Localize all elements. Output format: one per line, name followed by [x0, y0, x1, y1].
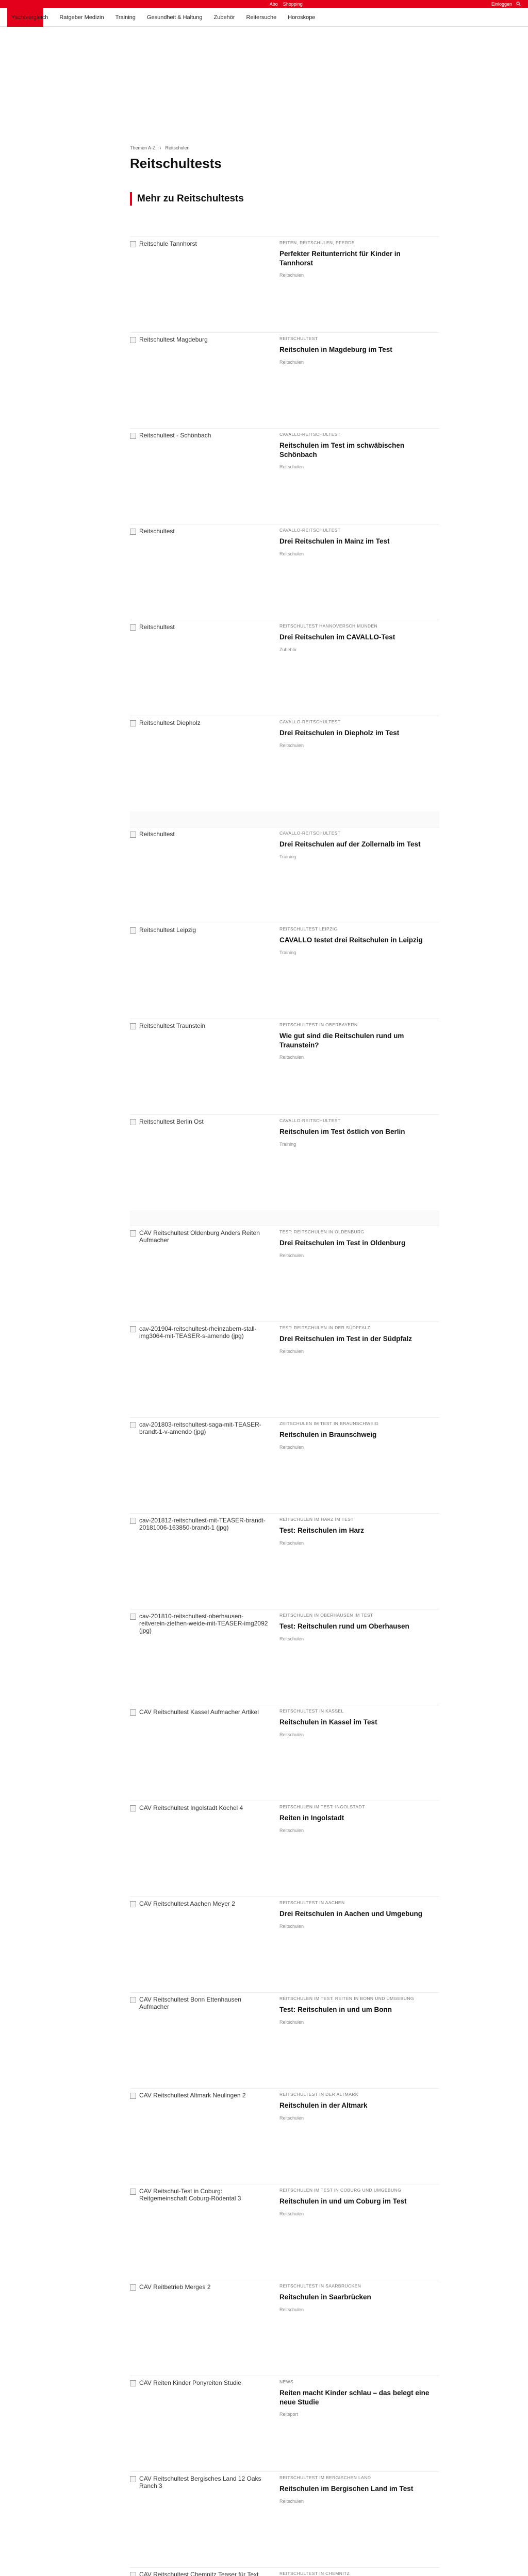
- topbar-link-shopping[interactable]: Shopping: [283, 2, 303, 7]
- article-image-alt: Reitschultest Traunstein: [139, 1022, 206, 1029]
- article-image[interactable]: [130, 623, 269, 685]
- breadcrumb-item[interactable]: Themen A-Z: [130, 145, 156, 150]
- section-header: [130, 192, 528, 206]
- article-image[interactable]: [130, 1708, 269, 1770]
- article-image-alt: cav-201810-reitschultest-oberhausen-reitverein-ziethen-weide-mit-TEASER-img2092 (jpg): [139, 1613, 268, 1634]
- article-kicker: NEWS: [279, 2379, 294, 2384]
- broken-image-icon: [130, 2284, 136, 2291]
- article-image-alt: cav-201904-reitschultest-rheinzabern-stall-img3064-mit-TEASER-s-amendo (jpg): [139, 1325, 257, 1340]
- article-meta: [279, 2571, 434, 2576]
- broken-image-icon: [130, 1901, 136, 1907]
- article-title[interactable]: Perfekter Reitunterricht für Kinder in Tannhorst: [279, 250, 401, 267]
- article-tag[interactable]: Reitsport: [279, 2412, 299, 2417]
- article-image-alt: Reitschultest Magdeburg: [139, 336, 208, 343]
- article-title[interactable]: Drei Reitschulen im Test in der Südpfalz: [279, 1335, 412, 1343]
- article-teaser[interactable]: [130, 827, 439, 923]
- article-image-alt: CAV Reitschultest Bergisches Land 12 Oaks Ranch 3: [139, 2475, 261, 2489]
- broken-image-icon: [130, 1422, 136, 1428]
- search-icon[interactable]: [516, 2, 521, 7]
- article-title[interactable]: Reitschulen im Bergischen Land im Test: [279, 2485, 414, 2493]
- article-title[interactable]: Drei Reitschulen in Mainz im Test: [279, 537, 390, 545]
- article-teaser[interactable]: [130, 1114, 439, 1210]
- article-image-alt: CAV Reiten Kinder Ponyreiten Studie: [139, 2379, 241, 2386]
- article-kicker: REITSCHULEN IM HARZ IM TEST: [279, 1517, 354, 1522]
- article-list: [130, 236, 439, 2576]
- article-kicker: CAVALLO-REITSCHULTEST: [279, 432, 341, 437]
- article-teaser[interactable]: [130, 428, 439, 524]
- article-title[interactable]: Test: Reitschulen im Harz: [279, 1527, 365, 1534]
- article-meta: [279, 623, 434, 716]
- article-tag[interactable]: Reitschulen: [279, 273, 304, 278]
- article-image[interactable]: [130, 336, 269, 398]
- article-image-alt: Reitschultest Berlin Ost: [139, 1118, 204, 1125]
- section-title: Mehr zu Reitschultests: [137, 193, 244, 204]
- broken-image-icon: [130, 337, 136, 343]
- article-image[interactable]: [130, 2283, 269, 2345]
- article-title[interactable]: Drei Reitschulen in Diepholz im Test: [279, 729, 400, 737]
- article-image[interactable]: [130, 2379, 269, 2441]
- article-image[interactable]: [130, 1325, 269, 1387]
- article-image[interactable]: [130, 1517, 269, 1579]
- nav-item-horoskope[interactable]: Horoskope: [288, 14, 316, 21]
- article-kicker: REITSCHULEN IN OBERHAUSEN IM TEST: [279, 1613, 373, 1618]
- broken-image-icon: [130, 1023, 136, 1029]
- broken-image-icon: [130, 927, 136, 934]
- article-tag[interactable]: Reitschulen: [279, 1444, 304, 1450]
- article-teaser[interactable]: [130, 1321, 439, 1417]
- nav-item-zubehoer[interactable]: Zubehör: [213, 14, 235, 21]
- article-title[interactable]: Reitschulen in der Altmark: [279, 2102, 368, 2109]
- article-kicker: REITSCHULTEST IN KASSEL: [279, 1708, 344, 1714]
- article-meta: [279, 336, 434, 428]
- article-tag[interactable]: Reitschulen: [279, 1923, 304, 1929]
- article-meta: [279, 719, 434, 811]
- section-accent-bar: [130, 192, 132, 206]
- login-link[interactable]: Einloggen: [491, 2, 512, 7]
- article-tag[interactable]: Reitschulen: [279, 2019, 304, 2025]
- article-image-alt: CAV Reitschul-Test in Coburg: Reitgemeinschaft Coburg-Rödental 3: [139, 2188, 241, 2202]
- article-image[interactable]: [130, 1229, 269, 1291]
- article-meta: [279, 926, 434, 1019]
- broken-image-icon: [130, 1230, 136, 1236]
- nav-item-ratgeber[interactable]: Ratgeber Medizin: [59, 14, 104, 21]
- broken-image-icon: [130, 2572, 136, 2576]
- article-tag[interactable]: Reitschulen: [279, 1348, 304, 1354]
- article-meta: [279, 2188, 434, 2280]
- breadcrumb-item: Reitschulen: [165, 145, 190, 150]
- nav-item-gesundheit[interactable]: Gesundheit & Haltung: [146, 14, 203, 21]
- article-meta: [279, 2283, 434, 2376]
- article-image-alt: Reitschultest: [139, 528, 175, 535]
- article-tag[interactable]: Training: [279, 1141, 296, 1147]
- breadcrumb-separator: ›: [159, 145, 161, 150]
- article-tag[interactable]: Reitschulen: [279, 464, 304, 470]
- article-image-alt: Reitschultest - Schönbach: [139, 432, 211, 439]
- article-title[interactable]: Wie gut sind die Reitschulen rund um Traunstein?: [279, 1032, 404, 1049]
- article-tag[interactable]: Training: [279, 854, 296, 859]
- article-image[interactable]: [130, 1118, 269, 1180]
- article-teaser[interactable]: [130, 2376, 439, 2471]
- topbar-link-abo[interactable]: Abo: [269, 2, 278, 7]
- article-image[interactable]: [130, 1900, 269, 1962]
- article-image-alt: CAV Reitschultest Aachen Meyer 2: [139, 1900, 235, 1907]
- article-kicker: REITEN, REITSCHULEN, PFERDE: [279, 240, 355, 245]
- article-image-alt: CAV Reitschultest Kassel Aufmacher Artikel: [139, 1708, 259, 1716]
- article-kicker: REITSCHULEN IM TEST IN COBURG UND UMGEBUNG: [279, 2188, 402, 2193]
- ad-slot: [130, 811, 439, 827]
- article-teaser[interactable]: [130, 1417, 439, 1513]
- article-image[interactable]: [130, 240, 269, 302]
- article-meta: [279, 2379, 434, 2471]
- article-title[interactable]: Reitschulen in Kassel im Test: [279, 1718, 377, 1726]
- article-kicker: REITSCHULTEST HANNOVERSCH MÜNDEN: [279, 623, 378, 629]
- article-image[interactable]: [130, 2571, 269, 2576]
- broken-image-icon: [130, 624, 136, 631]
- article-image[interactable]: [130, 719, 269, 781]
- article-image[interactable]: [130, 1022, 269, 1084]
- article-title[interactable]: Reitschulen im Test im schwäbischen Schönbach: [279, 442, 405, 459]
- article-tag[interactable]: Reitschulen: [279, 1055, 304, 1060]
- article-title[interactable]: Test: Reitschulen in und um Bonn: [279, 2006, 392, 2013]
- article-image[interactable]: [130, 831, 269, 892]
- article-teaser[interactable]: [130, 1226, 439, 1321]
- article-title[interactable]: CAVALLO testet drei Reitschulen in Leipzig: [279, 936, 423, 944]
- article-title[interactable]: Reitschulen in Braunschweig: [279, 1431, 377, 1438]
- article-image-alt: Reitschultest Diepholz: [139, 719, 201, 726]
- article-tag[interactable]: Reitschulen: [279, 2115, 304, 2121]
- article-kicker: CAVALLO-REITSCHULTEST: [279, 719, 341, 724]
- article-meta: [279, 1022, 434, 1114]
- article-teaser[interactable]: [130, 1019, 439, 1114]
- article-meta: [279, 831, 434, 923]
- article-teaser[interactable]: [130, 2184, 439, 2280]
- article-kicker: REITSCHULTEST IN AACHEN: [279, 1900, 345, 1905]
- article-meta: [279, 1229, 434, 1321]
- article-title[interactable]: Reitschulen im Test östlich von Berlin: [279, 1128, 405, 1136]
- article-meta: [279, 1517, 434, 1609]
- breadcrumb: [130, 145, 528, 150]
- article-image[interactable]: [130, 1613, 269, 1674]
- article-image[interactable]: [130, 2188, 269, 2249]
- article-meta: [279, 2092, 434, 2184]
- broken-image-icon: [130, 1614, 136, 1620]
- article-tag[interactable]: Training: [279, 950, 296, 955]
- article-kicker: CAVALLO-REITSCHULTEST: [279, 528, 341, 533]
- article-image[interactable]: [130, 2092, 269, 2154]
- article-teaser[interactable]: [130, 332, 439, 428]
- nav-item-yachtvergleich[interactable]: Yachtvergleich: [11, 14, 48, 21]
- article-kicker: REITSCHULTEST IN SAARBRÜCKEN: [279, 2283, 361, 2289]
- article-tag[interactable]: Reitschulen: [279, 742, 304, 748]
- broken-image-icon: [130, 433, 136, 439]
- logo[interactable]: [7, 0, 43, 27]
- article-tag[interactable]: Reitschulen: [279, 2498, 304, 2504]
- article-image-alt: Reitschultest: [139, 623, 175, 631]
- article-image[interactable]: [130, 1996, 269, 2058]
- article-teaser[interactable]: [130, 2088, 439, 2184]
- article-title[interactable]: Reitschulen in Magdeburg im Test: [279, 346, 392, 353]
- article-teaser[interactable]: [130, 2567, 439, 2576]
- article-teaser[interactable]: [130, 620, 439, 716]
- article-meta: [279, 528, 434, 620]
- article-kicker: REITSCHULEN IM TEST: REITEN IN BONN UND UMGEBUNG: [279, 1996, 414, 2001]
- broken-image-icon: [130, 2476, 136, 2482]
- article-title[interactable]: Reitschulen in Saarbrücken: [279, 2293, 371, 2301]
- article-tag[interactable]: Reitschulen: [279, 551, 304, 556]
- article-title[interactable]: Drei Reitschulen in Aachen und Umgebung: [279, 1910, 423, 1918]
- article-teaser[interactable]: [130, 236, 439, 332]
- article-kicker: REITSCHULTEST IN CHEMNITZ: [279, 2571, 350, 2576]
- article-teaser[interactable]: [130, 1609, 439, 1705]
- article-tag[interactable]: Reitschulen: [279, 1827, 304, 1833]
- article-tag[interactable]: Reitschulen: [279, 1540, 304, 1546]
- article-kicker: TEST: REITSCHULEN IN OLDENBURG: [279, 1229, 365, 1234]
- article-kicker: CAVALLO-REITSCHULTEST: [279, 1118, 341, 1123]
- ad-slot: [130, 1210, 439, 1226]
- broken-image-icon: [130, 720, 136, 726]
- article-image-alt: cav-201803-reitschultest-saga-mit-TEASER-brandt-1-v-amendo (jpg): [139, 1421, 261, 1435]
- article-meta: [279, 1421, 434, 1513]
- article-teaser[interactable]: [130, 923, 439, 1019]
- article-tag[interactable]: Zubehör: [279, 647, 297, 652]
- article-image[interactable]: [130, 2475, 269, 2537]
- article-image-alt: cav-201812-reitschultest-mit-TEASER-brandt-20181006-163850-brandt-1 (jpg): [139, 1517, 266, 1531]
- article-teaser[interactable]: [130, 1992, 439, 2088]
- article-kicker: REITSCHULTEST IN DER ALTMARK: [279, 2092, 358, 2097]
- article-kicker: REITSCHULTEST LEIPZIG: [279, 926, 338, 931]
- article-image-alt: CAV Reitschultest Bonn Ettenhausen Aufmacher: [139, 1996, 241, 2010]
- broken-image-icon: [130, 1119, 136, 1125]
- article-image-alt: Reitschule Tannhorst: [139, 240, 197, 247]
- broken-image-icon: [130, 529, 136, 535]
- article-kicker: REITSCHULEN IM TEST: INGOLSTADT: [279, 1804, 365, 1809]
- main-nav: [0, 8, 528, 27]
- article-title[interactable]: Drei Reitschulen im Test in Oldenburg: [279, 1239, 406, 1247]
- article-kicker: REITSCHULTEST IM BERGISCHEN LAND: [279, 2475, 371, 2480]
- article-kicker: TEST: REITSCHULEN IN DER SÜDPFALZ: [279, 1325, 371, 1330]
- article-teaser[interactable]: [130, 2280, 439, 2376]
- article-kicker: REITSCHULTEST IN OBERBAYERN: [279, 1022, 358, 1027]
- broken-image-icon: [130, 1709, 136, 1716]
- article-tag[interactable]: Reitschulen: [279, 1732, 304, 1737]
- article-image[interactable]: [130, 1421, 269, 1483]
- article-teaser[interactable]: [130, 1896, 439, 1992]
- article-meta: [279, 432, 434, 524]
- broken-image-icon: [130, 1997, 136, 2003]
- article-tag[interactable]: Reitschulen: [279, 2307, 304, 2312]
- article-image-alt: CAV Reitschultest Altmark Neulingen 2: [139, 2092, 246, 2099]
- article-image[interactable]: [130, 432, 269, 494]
- article-image-alt: Reitschultest Leipzig: [139, 926, 196, 934]
- article-tag[interactable]: Reitschulen: [279, 1252, 304, 1258]
- article-kicker: REITSCHULTEST: [279, 336, 318, 341]
- article-image-alt: CAV Reitbetrieb Merges 2: [139, 2283, 211, 2291]
- broken-image-icon: [130, 1805, 136, 1811]
- broken-image-icon: [130, 1518, 136, 1524]
- broken-image-icon: [130, 1326, 136, 1332]
- article-image-alt: CAV Reitschultest Chemnitz Teaser für Text: [139, 2571, 259, 2576]
- article-teaser[interactable]: [130, 716, 439, 811]
- article-image[interactable]: [130, 926, 269, 988]
- article-meta: [279, 1996, 434, 2088]
- article-meta: [279, 2475, 434, 2567]
- article-meta: [279, 1118, 434, 1210]
- broken-image-icon: [130, 832, 136, 838]
- article-image-alt: Reitschultest: [139, 831, 175, 838]
- article-title[interactable]: Test: Reitschulen rund um Oberhausen: [279, 1622, 409, 1630]
- main-content: [0, 27, 528, 2576]
- article-image-alt: CAV Reitschultest Oldenburg Anders Reiten Aufmacher: [139, 1229, 260, 1244]
- article-image[interactable]: [130, 1804, 269, 1866]
- article-kicker: ZEITSCHULEN IM TEST IN BRAUNSCHWEIG: [279, 1421, 379, 1426]
- article-meta: [279, 1900, 434, 1992]
- article-meta: [279, 1804, 434, 1896]
- article-teaser[interactable]: [130, 1705, 439, 1801]
- article-tag[interactable]: Reitschulen: [279, 359, 304, 365]
- article-teaser[interactable]: [130, 2471, 439, 2567]
- broken-image-icon: [130, 2380, 136, 2386]
- article-tag[interactable]: Reitschulen: [279, 2211, 304, 2216]
- article-meta: [279, 1708, 434, 1801]
- article-image-alt: CAV Reitschultest Ingolstadt Kochel 4: [139, 1804, 243, 1811]
- broken-image-icon: [130, 2093, 136, 2099]
- nav-item-training[interactable]: Training: [115, 14, 136, 21]
- article-title[interactable]: Reiten in Ingolstadt: [279, 1814, 344, 1822]
- article-title[interactable]: Drei Reitschulen im CAVALLO-Test: [279, 633, 395, 641]
- broken-image-icon: [130, 241, 136, 247]
- article-meta: [279, 1613, 434, 1705]
- top-bar: [0, 0, 528, 8]
- article-title[interactable]: Reitschulen in und um Coburg im Test: [279, 2197, 407, 2205]
- nav-item-reitersuche[interactable]: Reitersuche: [246, 14, 277, 21]
- article-title[interactable]: Drei Reitschulen auf der Zollernalb im Test: [279, 840, 421, 848]
- article-teaser[interactable]: [130, 524, 439, 620]
- article-meta: [279, 240, 434, 332]
- article-teaser[interactable]: [130, 1513, 439, 1609]
- article-tag[interactable]: Reitschulen: [279, 1636, 304, 1641]
- article-title[interactable]: Reiten macht Kinder schlau – das belegt eine neue Studie: [279, 2389, 430, 2406]
- article-meta: [279, 1325, 434, 1417]
- article-image[interactable]: [130, 528, 269, 589]
- article-kicker: CAVALLO-REITSCHULTEST: [279, 831, 341, 836]
- broken-image-icon: [130, 2189, 136, 2195]
- article-teaser[interactable]: [130, 1801, 439, 1896]
- page-title: Reitschultests: [130, 156, 222, 171]
